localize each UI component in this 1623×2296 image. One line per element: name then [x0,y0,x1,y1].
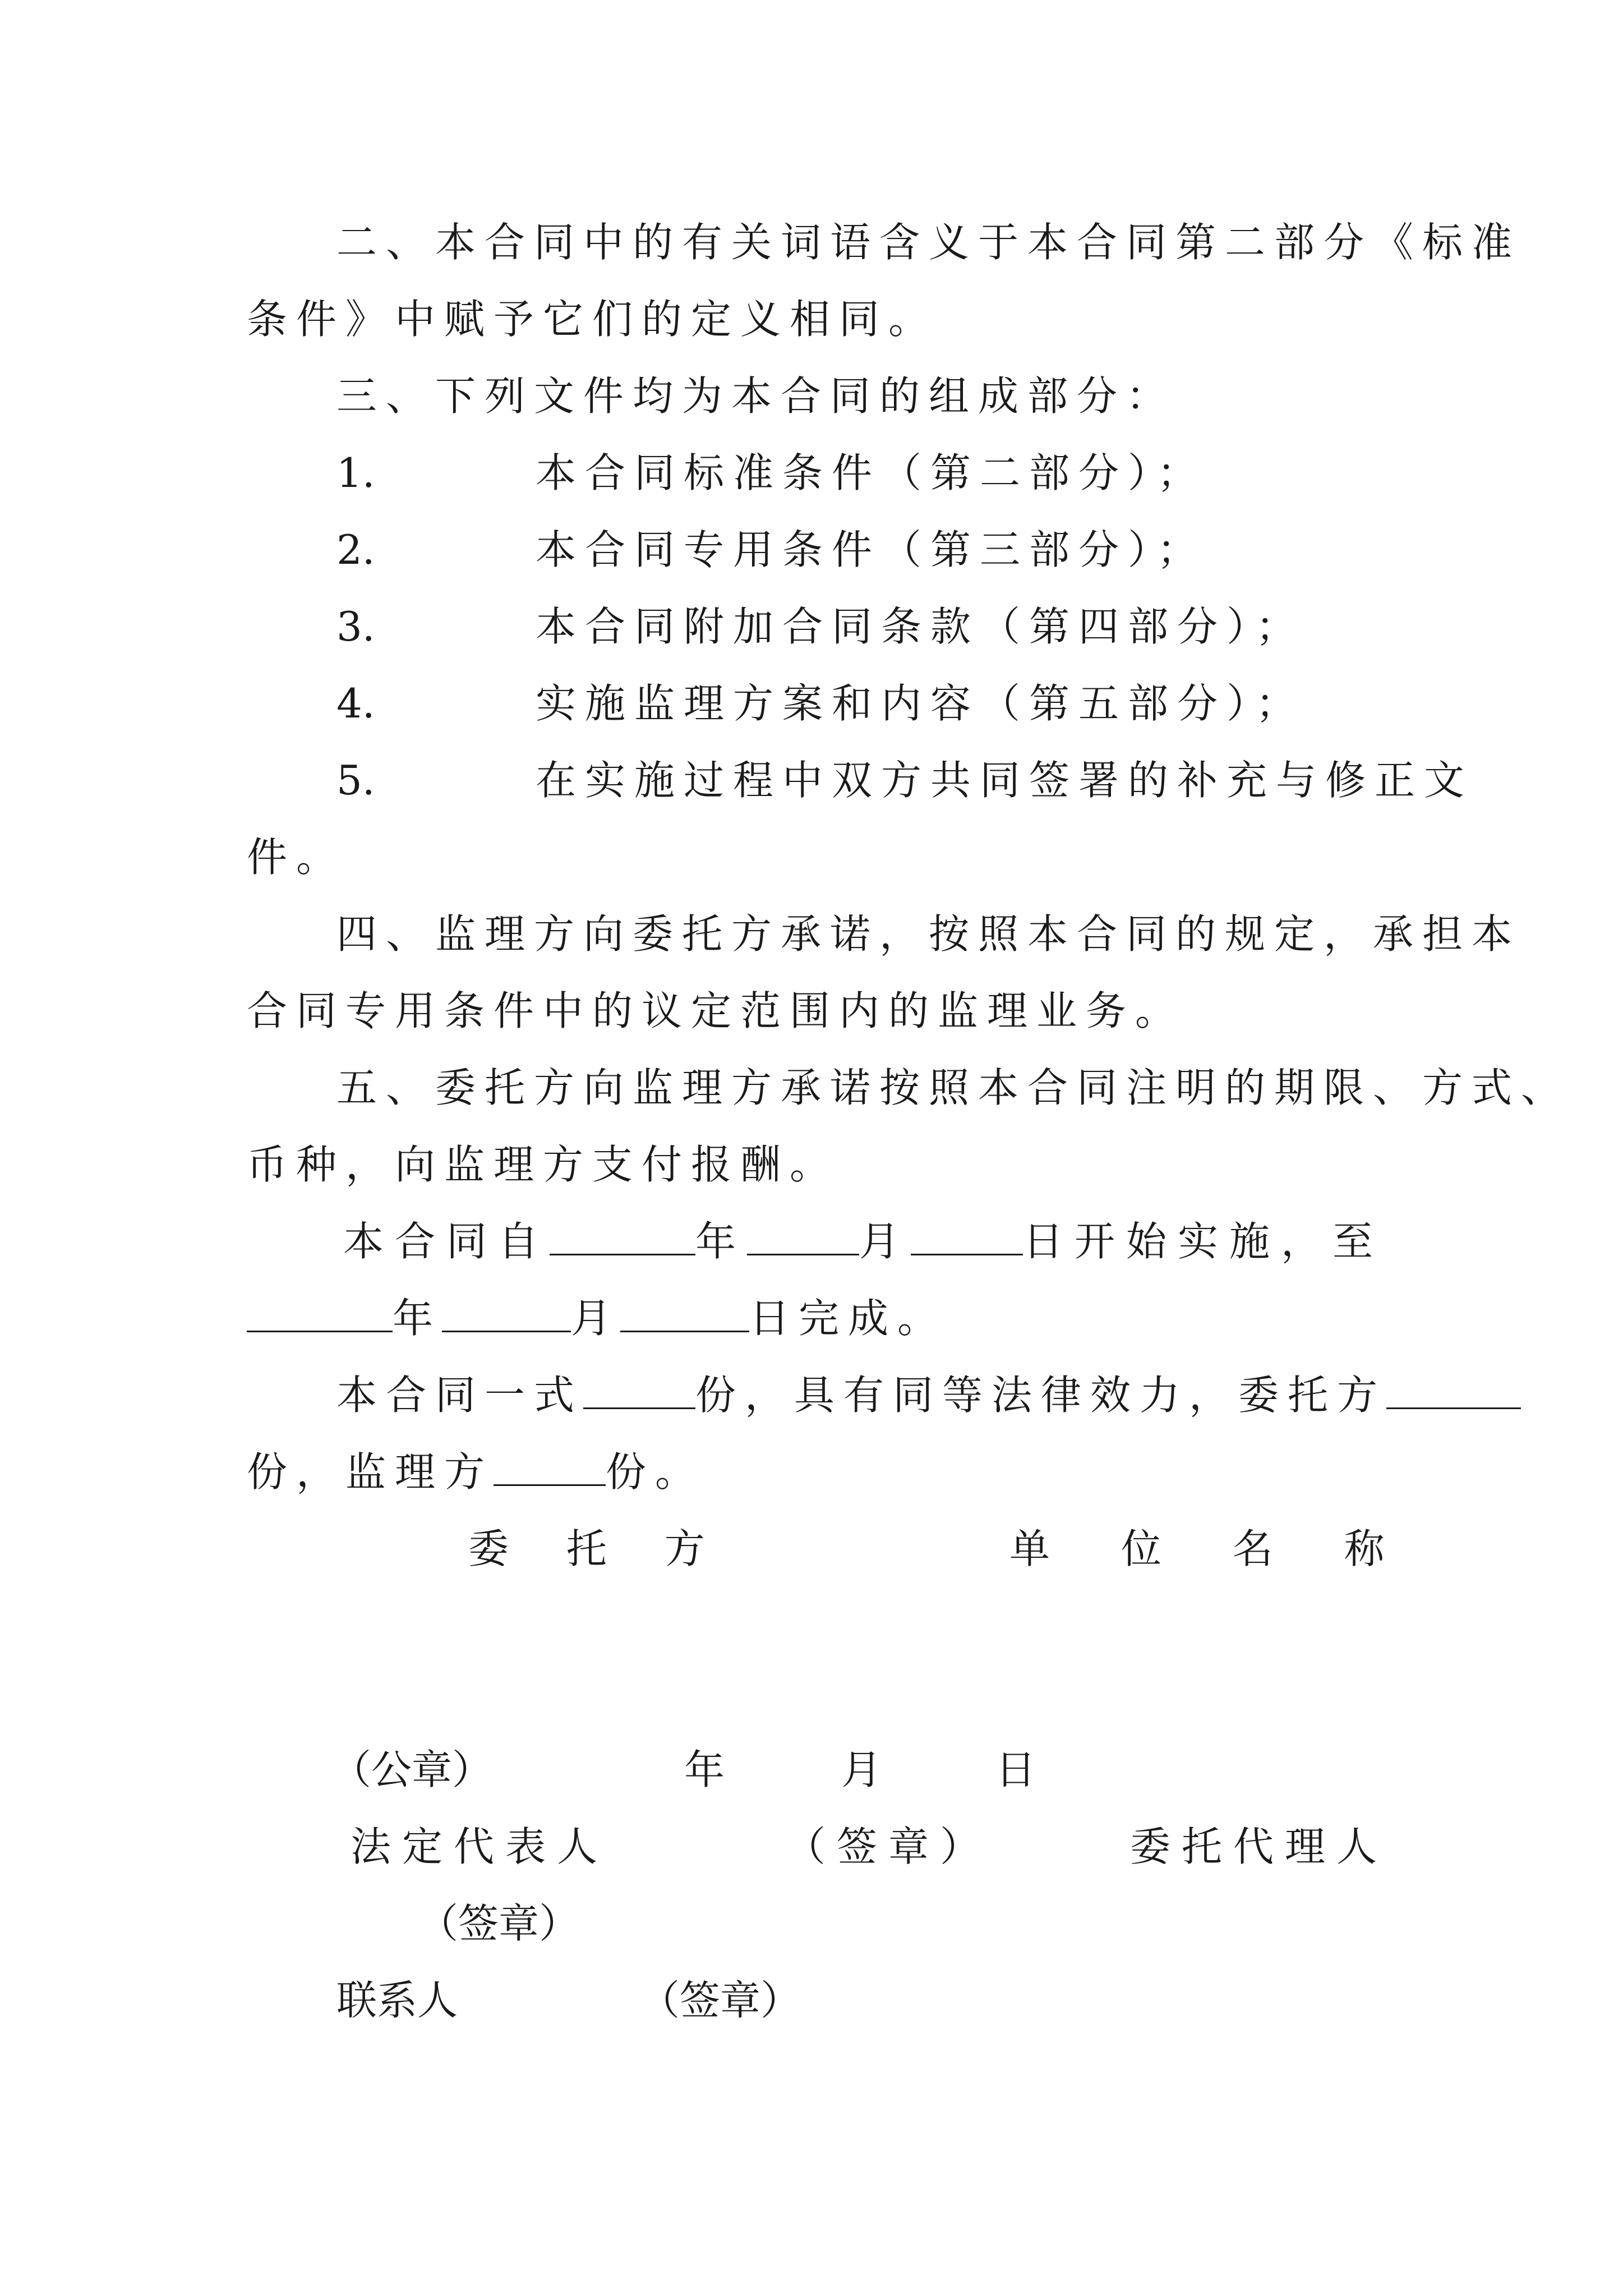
doc-item-2-text: 本合同专用条件（第三部分）； [536,526,1207,573]
copies-client-blank[interactable] [1386,1368,1521,1409]
doc-item-3-text: 本合同附加合同条款（第四部分）； [536,603,1306,650]
legal-rep-signature-label: （签章） [785,1823,992,1870]
term-line-2 [247,1290,947,1346]
term-start-label: 本合同自 [343,1218,550,1265]
doc-item-1-number: 1. [336,449,375,496]
sign-month-label: 月 [841,1746,882,1793]
term-line-1 [343,1213,1384,1269]
copies-client-label: 份，具有同等法律效力，委托方 [695,1372,1387,1419]
copies-supervisor-label: 份，监理方 [247,1448,494,1496]
doc-item-4-number: 4. [336,680,375,727]
end-year-label: 年 [393,1295,442,1342]
official-seal-label: （公章） [331,1746,493,1793]
doc-item-5-text: 在实施过程中双方共同签署的补充与修正文 [536,757,1474,804]
clause-4-line-1: 四、监理方向委托方承诺，按照本合同的规定，承担本 [336,910,1521,958]
contact-person-label: 联系人 [336,1977,458,2024]
contact-signature-label: （签章） [639,1977,801,2024]
end-month-label: 月 [571,1295,621,1342]
end-day-blank[interactable] [620,1291,749,1332]
end-year-blank[interactable] [247,1291,393,1332]
doc-item-3-number: 3. [336,603,375,650]
clause-5-line-1: 五、委托方向监理方承诺按照本合同注明的期限、方式、 [336,1064,1571,1111]
doc-item-2-number: 2. [336,526,375,573]
unit-name-label: 单 位 名 称 [1009,1525,1414,1572]
copies-total-label: 本合同一式 [336,1372,584,1419]
start-month-label: 月 [859,1218,911,1265]
copies-line-2 [247,1444,704,1500]
authorized-agent-label: 委托代理人 [1130,1823,1389,1870]
start-month-blank[interactable] [747,1214,859,1255]
doc-item-5-continued: 件。 [247,834,346,881]
doc-item-1-text: 本合同标准条件（第二部分）； [536,449,1207,496]
copies-end-label: 份。 [606,1448,705,1496]
term-start-day-label: 日开始实施，至 [1023,1218,1385,1265]
legal-representative-label: 法定代表人 [351,1823,609,1870]
start-day-blank[interactable] [911,1214,1023,1255]
clause-3-intro: 三、下列文件均为本合同的组成部分： [336,372,1176,420]
sign-day-label: 日 [995,1746,1036,1793]
end-day-label: 日完成。 [749,1295,947,1342]
copies-supervisor-blank[interactable] [494,1445,606,1486]
start-year-label: 年 [695,1218,748,1265]
doc-item-5-number: 5. [336,757,375,804]
sign-year-label: 年 [684,1746,725,1793]
doc-item-4-text: 实施监理方案和内容（第五部分）； [536,680,1306,727]
copies-total-blank[interactable] [583,1368,695,1409]
agent-signature-label: （签章） [418,1900,580,1947]
client-party-label: 委 托 方 [468,1525,727,1572]
copies-line-1 [336,1367,1521,1423]
end-month-blank[interactable] [442,1291,571,1332]
clause-2-line-1: 二、本合同中的有关词语含义于本合同第二部分《标准 [336,219,1521,266]
clause-2-line-2: 条件》中赋予它们的定义相同。 [247,296,938,343]
clause-5-line-2: 币种，向监理方支付报酬。 [247,1141,840,1188]
start-year-blank[interactable] [550,1214,695,1255]
clause-4-line-2: 合同专用条件中的议定范围内的监理业务。 [247,987,1185,1034]
